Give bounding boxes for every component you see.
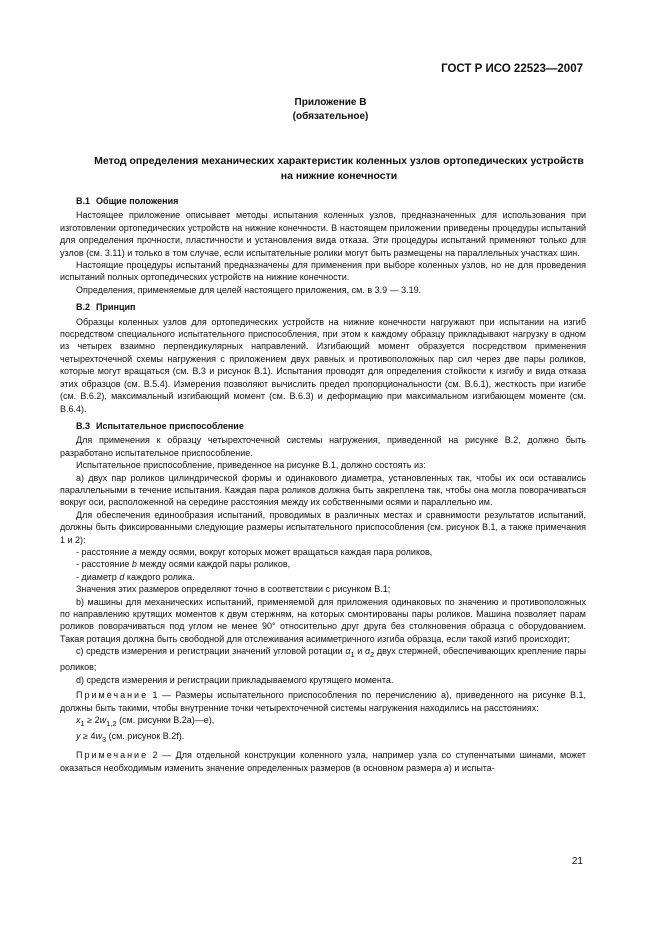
section-number: В.1 <box>76 196 91 206</box>
reference: (см. рисунок В.2f). <box>106 731 185 742</box>
page-number: 21 <box>571 856 583 867</box>
note-2 <box>60 749 586 774</box>
annex-title: Приложение В <box>294 97 367 108</box>
text: между осями каждой пары роликов, <box>136 559 291 570</box>
document-title-line-2: на нижние конечности <box>280 170 398 182</box>
note-label: Примечание <box>76 690 149 701</box>
subscript: 1 <box>350 650 355 660</box>
list-item-a: а) двух пар роликов цилиндрической формы и одинакового диаметра, установленных так, чтобы их оси оставались параллельными в течение испытания. Каждая пара роликов должна быть закреплена так, чтобы она могла поворачиваться вокруг оси, расположенной на середине расстояния между их собственными осями и параллельно им. <box>60 472 586 508</box>
paragraph: Настоящие процедуры испытаний предназначены для применения при выборе коленных узлов, но не для проведения испытаний полных ортопедических устройств на нижние конечности. <box>60 260 586 283</box>
paragraph: Образцы коленных узлов для ортопедических устройств на нижние конечности нагружают при испытании на изгиб посредством специального испытательного приспособления, при этом к каждому образцу прикладывают нагрузку в одном из четырех взаимно перпендикулярных направлений. Изгибающий момент образуется посредством применения четырехточечной схемы нагружения с приложением двух равных и противоположных пар сил через две пары роликов, которые могут вращаться (см. В.3 и рисунок В.1). Испытания проводят для определения стойкости к изгибу и вида отказа этих образцов (см. В.5.4). Измерения позволяют вычислить предел пропорциональности (см. В.6.1), жесткость при изгибе (см. В.6.2), максимальный изгибающий момент (см. В.6.3) и деформацию при максимальном изгибающем моменте (см. В.6.4). <box>60 316 586 414</box>
text: каждого ролика. <box>124 571 195 582</box>
list-item-c <box>60 645 586 674</box>
note-label: Примечание <box>76 750 149 761</box>
paragraph: Испытательное приспособление, приведенное на рисунке В.1, должно состоять из: <box>76 460 426 471</box>
dash-item <box>60 571 586 583</box>
variable: w <box>95 731 102 742</box>
operator: ≥ 2 <box>84 715 100 726</box>
paragraph: Значения этих размеров определяют точно в соответствии с рисунком В.1; <box>76 584 391 595</box>
variable: b <box>131 559 137 570</box>
text: - диаметр <box>76 571 120 582</box>
section-title: Принцип <box>96 302 136 313</box>
document-body <box>60 192 586 774</box>
reference: (см. рисунки В.2а)—е), <box>116 715 215 726</box>
section-number: В.3 <box>76 420 91 431</box>
standard-code: ГОСТ Р ИСО 22523—2007 <box>441 63 583 75</box>
list-item-b: b) машины для механических испытаний, применяемой для приложения одинаковых по значению и противоположных по направлению крутящих моментов к двум стержням, на которых смонтированы пары роликов. Машина позволяет парам роликов поворачиваться под углом не менее 90° относительно друг друга без столкновения образца с оборудованием. Такая ротация должна быть свободной для отслеживания асимметричного изгиба образца, если такой изгиб происходит; <box>60 596 586 644</box>
section-b1-heading <box>60 195 586 207</box>
variable: d <box>119 571 125 582</box>
text: двух стержней, обеспечивающих крепление пары роликов; <box>60 646 587 673</box>
alpha-symbol: α <box>345 646 351 657</box>
note-text: ) и испыта- <box>448 762 495 773</box>
dash-item <box>60 546 586 558</box>
text: и <box>354 646 365 657</box>
dash-item <box>60 558 586 570</box>
variable: y <box>76 731 81 742</box>
document-title <box>60 154 618 184</box>
section-b3-heading <box>60 420 586 432</box>
subscript: 3 <box>101 735 107 745</box>
paragraph: Для применения к образцу четырехточечной системы нагружения, приведенной на рисунке В.2, должно быть разработано испытательное приспособление. <box>60 435 586 458</box>
section-b2-heading <box>60 301 586 313</box>
formula-2 <box>60 730 586 746</box>
formula-1 <box>60 714 586 730</box>
note-text: 2 — Для отдельной конструкции коленного узла, например узла со ступенчатыми шинами, может оказаться необходимым изменить значение определенных размеров (в основном размера <box>60 750 586 773</box>
annex-status: (обязательное) <box>292 111 369 122</box>
note-text: 1 — Размеры испытательного приспособления по перечислению а), приведенного на рисунке В.1, должны быть такими, чтобы внутренние точки четырехточечной системы нагружения находились на расстояниях: <box>60 690 586 713</box>
variable: a <box>131 546 137 557</box>
subscript: 2 <box>370 650 375 660</box>
variable: x <box>76 715 81 726</box>
alpha-symbol: α <box>364 646 371 657</box>
variable: w <box>99 715 107 726</box>
text: - расстояние <box>76 559 132 570</box>
text: - расстояние <box>76 546 132 557</box>
paragraph: Настоящее приложение описывает методы испытания коленных узлов, предназначенных для использования при изготовлении ортопедических устройств на нижние конечности. В настоящем приложении приведены процедуры испытаний для определения прочности, пластичности и установления вида отказа. Эти процедуры испытаний применяют только для узлов (см. 3.11) и только в том случае, если испытательные ролики могут быть размещены на параллельных участках шин. <box>60 210 586 258</box>
section-title: Испытательное приспособление <box>96 420 244 431</box>
annex-block <box>0 96 661 124</box>
variable: a <box>443 762 449 773</box>
note-1 <box>60 689 586 714</box>
subscript: 1,2 <box>106 718 117 728</box>
section-number: В.2 <box>76 302 91 313</box>
paragraph: Определения, применяемые для целей настоящего приложения, см. в 3.9 — 3.19. <box>76 284 422 295</box>
section-title: Общие положения <box>96 196 179 206</box>
text: между осями, вокруг которых может вращаться каждая пара роликов, <box>136 546 433 557</box>
paragraph: Для обеспечения единообразия испытаний, проводимых в различных местах и сравнимости результатов испытаний, должны быть фиксированными следующие размеры испытательного приспособления (см. рисунок В.1, а также примечания 1 и 2): <box>60 509 586 545</box>
document-title-line-1: Метод определения механических характеристик коленных узлов ортопедических устройств <box>94 155 584 167</box>
operator: ≥ 4 <box>80 731 96 742</box>
text: с) средств измерения и регистрации значений угловой ротации <box>76 646 346 657</box>
subscript: 1 <box>80 718 85 728</box>
list-item-d: d) средств измерения и регистрации прикладываемого крутящего момента. <box>76 674 394 685</box>
